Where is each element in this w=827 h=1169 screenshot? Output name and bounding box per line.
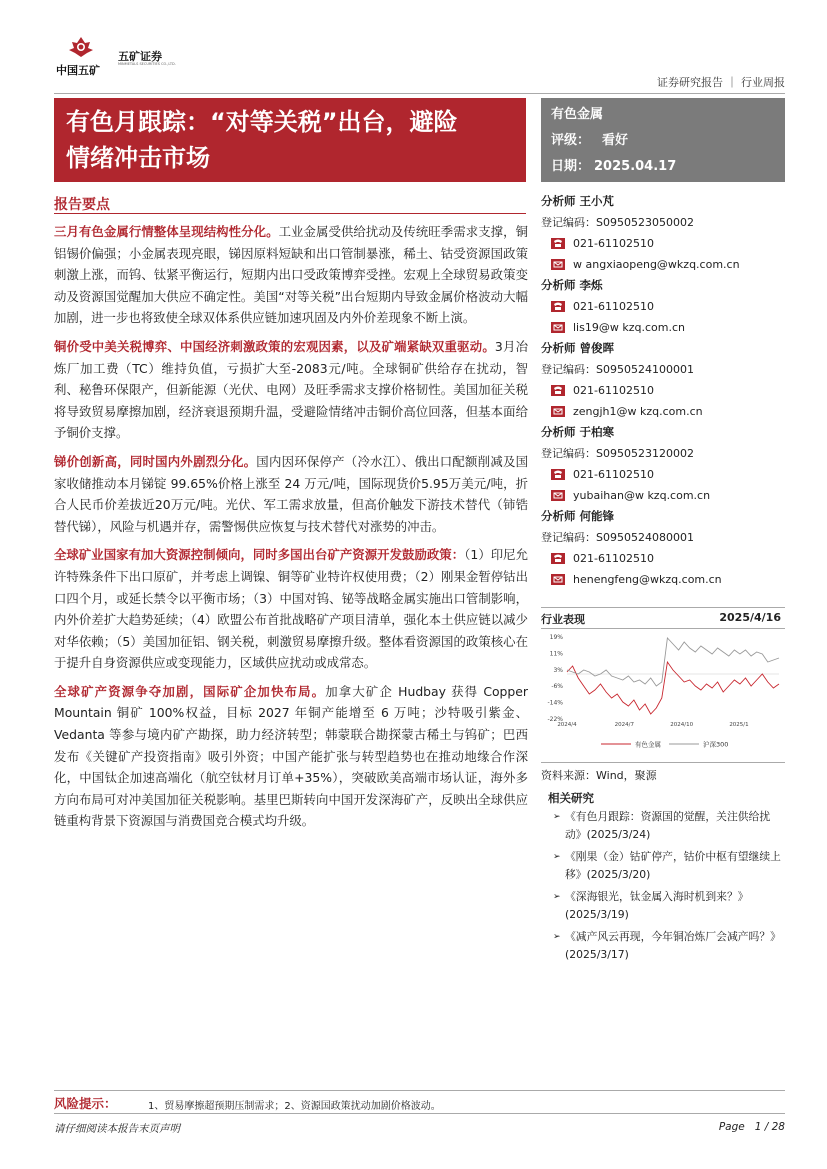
analyst-phone: 021-61102510 [573,552,654,565]
analyst-email-row [541,485,785,506]
title-line-1: 有色月跟踪：“对等关税”出台，避险 [66,108,458,136]
analyst-phone-row [541,548,785,569]
paragraph-highlight: 全球矿业国家有加大资源控制倾向，同时多国出台矿产资源开发鼓励政策： [54,547,465,563]
rating-panel [541,98,785,182]
analyst-email-row [541,254,785,275]
analyst-phone: 021-61102510 [573,237,654,250]
chart-source: 资料来源：Wind，聚源 [541,769,657,782]
legend-label: 沪深300 [703,740,729,749]
disclaimer-note: 请仔细阅读本报告末页声明 [54,1123,180,1135]
date-label: 日期： [551,159,591,174]
chart-mid-divider [541,628,785,629]
paragraph-text: （1）印尼允许特殊条件下出口原矿，并考虑上调镍、铜等矿业特许权使用费；（2）刚果金暂停钴出口四个月，或延长禁令以平衡市场；（3）中国对钨、铋等战略金属实施出口管制影响，内外价差扩大趋势延续；（4）欧盟公布首批战略矿产项目清单，强化本土供应链以减少对华依赖；（5）美国加征铝、钢关税，刺激贸易摩擦升级。整体看资源国的政策核心在于提升自身资源供应或变现能力，区域供应扰动或成常态。 [54,547,529,671]
brand-name: 中国五矿 [56,64,100,77]
y-tick-label: 3% [553,666,563,674]
paragraph-highlight: 全球矿产资源争夺加剧，国际矿企加快布局。 [54,683,326,699]
rating-value: 看好 [602,133,629,148]
chart-bottom-divider [541,762,785,763]
analyst-reg: 登记编码：S0950524080001 [541,531,694,544]
related-list [553,808,785,968]
analyst-name: 分析师 李烁 [541,278,603,292]
header-divider [54,93,785,94]
phone-icon [551,238,565,249]
analyst-phone: 021-61102510 [573,384,654,397]
analyst-card [541,191,785,275]
date-row [551,154,775,180]
risk-divider [54,1090,785,1091]
analyst-card [541,275,785,338]
analyst-name: 分析师 曾俊晖 [541,341,615,355]
page-number [719,1121,785,1133]
analyst-email[interactable]: henengfeng@wkzq.com.cn [573,573,722,586]
paragraph-text: 加拿大矿企 Hudbay 获得 Copper Mountain 铜矿 100%权益，目标 2027 年铜产能增至 6 万吨；沙特吸引紫金、Vedanta 等参与境内矿产勘探，助力经济转型；韩蒙联合勘探蒙古稀土与钨矿；巴西发布《关键矿产投资指南》吸引外资；中国产能扩张与转型趋势也在推动地缘合作深化，中国钛企加速高端化（航空钛材月订单+35%），突破欧美高端市场认证，海外多方向布局可对冲美国加征关税影响。基里巴斯转向中国开发深海矿产，反映出全球供应链重构背景下资源国与消费国竞合模式均升级。 [54,683,528,829]
analyst-email-row [541,401,785,422]
chart-header [541,611,785,627]
legend-label: 有色金属 [635,740,661,749]
risk-label: 风险提示： [54,1096,117,1111]
series-line-nonferrous [567,662,779,714]
performance-chart [541,630,785,760]
chart-date: 2025/4/16 [719,611,781,624]
rating-row [551,128,775,154]
analyst-list [541,191,785,590]
analyst-email[interactable]: w angxiaopeng@wkzq.com.cn [573,258,740,271]
x-tick-label: 2024/4 [557,722,577,728]
analyst-email-row [541,569,785,590]
paragraph-highlight: 锑价创新高，同时国内外剧烈分化。 [54,453,257,469]
title-line-2: 情绪冲击市场 [66,144,210,172]
analyst-phone-row [541,233,785,254]
brand-logo [54,36,184,84]
email-icon [551,406,565,417]
phone-icon [551,469,565,480]
paragraph [54,681,528,832]
y-tick-label: -14% [547,699,563,707]
analyst-phone: 021-61102510 [573,300,654,313]
y-tick-label: -6% [551,683,563,691]
y-tick-label: -22% [547,716,563,723]
analyst-email-row [541,317,785,338]
brand-sub-en: MINMETALS SECURITIES CO.,LTD. [118,62,176,66]
analyst-email[interactable]: zengjh1@w kzq.com.cn [573,405,703,418]
page-num: 1 / 28 [754,1121,785,1133]
analyst-card [541,422,785,506]
paragraph [54,451,528,537]
logo-mark-icon [68,36,94,58]
analyst-name: 分析师 王小芃 [541,194,615,208]
chart-label: 行业表现 [541,613,585,626]
analyst-reg: 登记编码：S0950524100001 [541,363,694,376]
section-divider [54,213,526,214]
email-icon [551,490,565,501]
y-tick-label: 11% [549,650,563,658]
paragraph [54,544,528,674]
date-value: 2025.04.17 [594,159,677,174]
analyst-card [541,506,785,590]
series-line-csi300 [567,638,779,686]
x-tick-label: 2024/7 [614,722,635,728]
chart-top-divider [541,607,785,608]
analyst-phone-row [541,380,785,401]
rating-label: 评级： [551,133,591,148]
page-label: Page [718,1121,745,1133]
related-heading: 相关研究 [548,791,594,805]
analyst-name: 分析师 何能锋 [541,509,615,523]
email-icon [551,322,565,333]
paragraph [54,221,528,329]
analyst-name: 分析师 于柏寒 [541,425,615,439]
industry-name: 有色金属 [551,107,604,122]
risk-text: 1、贸易摩擦超预期压制需求；2、资源国政策扰动加剧价格波动。 [148,1101,441,1112]
analyst-reg: 登记编码：S0950523050002 [541,216,694,229]
footer-divider [54,1113,785,1114]
paragraph-highlight: 三月有色金属行情整体呈现结构性分化。 [54,224,279,239]
email-icon [551,574,565,585]
phone-icon [551,553,565,564]
paragraph [54,336,528,444]
phone-icon [551,301,565,312]
y-tick-label: 19% [549,634,563,641]
title-banner [54,98,526,182]
analyst-reg: 登记编码：S0950523120002 [541,447,694,460]
related-item[interactable]: ➢ 《减产风云再现，今年铜冶炼厂会减产吗？》(2025/3/17) [553,928,785,964]
x-tick-label: 2025/1 [729,722,749,728]
section-heading: 报告要点 [54,197,110,213]
analyst-email[interactable]: lis19@w kzq.com.cn [573,321,685,334]
analyst-email[interactable]: yubaihan@w kzq.com.cn [573,489,711,502]
related-item[interactable]: ➢ 《有色月跟踪：资源国的觉醒，关注供给扰动》(2025/3/24) [553,808,785,844]
report-type: 证券研究报告 ｜ 行业周报 [657,76,785,89]
phone-icon [551,385,565,396]
related-item[interactable]: ➢ 《深海银光，钛金属入海时机到来？》(2025/3/19) [553,888,785,924]
analyst-phone: 021-61102510 [573,468,654,481]
analyst-phone-row [541,296,785,317]
paragraph-text: 3月冶炼厂加工费（TC）维持负值，亏损扩大至-2083元/吨。全球铜矿供给存在扰动，智利、秘鲁环保限产，但新能源（光伏、电网）及旺季需求支撑价格韧性。美国加征关税将导致贸易摩擦加剧，经济衰退预期升温，受避险情绪冲击铜价高位回落，但基本面给予铜价支撑。 [54,338,529,441]
x-tick-label: 2024/10 [670,722,694,728]
analyst-phone-row [541,464,785,485]
paragraph-text: 国内因环保停产（冷水江）、俄出口配额削减及国家收储推动本月锑锭 99.65%价格上涨至 24 万元/吨，国际现货价5.95万美元/吨，折合人民币价差拔近20万元/吨。光伏、军工需求放量，但高价触发下游技术替代（铈锆替代锑），风险与机遇并存，需警惕供应恢复与技术替代对涨势的冲击。 [54,453,528,534]
analyst-card [541,338,785,422]
brand-sub-name: 五矿证券 [118,50,162,63]
email-icon [551,259,565,270]
related-item[interactable]: ➢ 《刚果（金）钴矿停产，钴价中枢有望继续上移》(2025/3/20) [553,848,785,884]
report-body [54,221,528,839]
paragraph-text: 工业金属受供给扰动及传统旺季需求支撑，铜铝锡价偏强；小金属表现亮眼，锑因原料短缺和出口管制暴涨，稀土、钴受资源国政策刺激上涨，而钨、钛紧平衡运行，短期内出口受政策博弈受挫。宏观上全球贸易政策变动及资源国觉醒加大供应不确定性。美国“对等关税”出台短期内导致金属价格波动大幅加剧，进一步也将致使全球双体系供应链加速巩固及内外价差现象不断上演。 [54,224,529,326]
paragraph-highlight: 铜价受中美关税博弈、中国经济刺激政策的宏观因素，以及矿端紧缺双重驱动。 [54,338,495,354]
